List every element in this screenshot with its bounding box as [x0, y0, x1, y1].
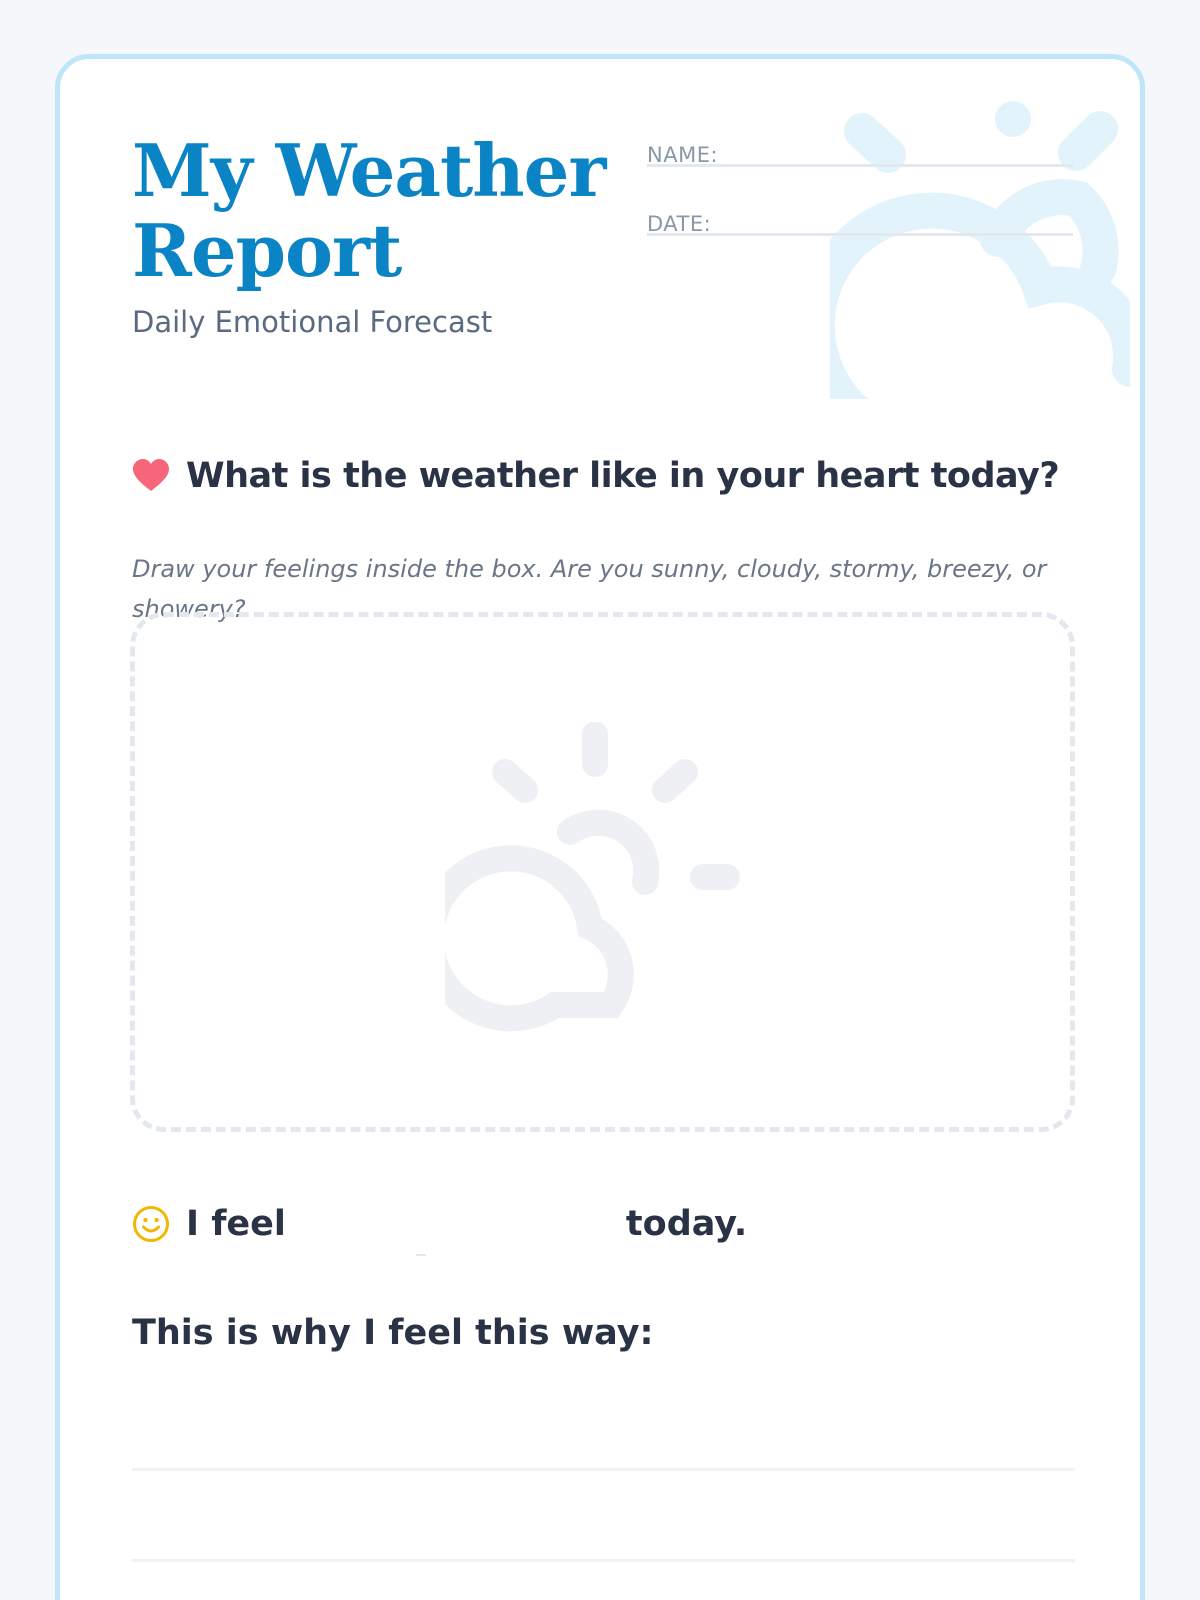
title-line-1: My Weather	[132, 128, 606, 213]
page-title	[132, 128, 606, 293]
title-line-2: Report	[132, 208, 402, 293]
name-label: NAME:	[647, 143, 719, 167]
feeling-blank[interactable]	[286, 1204, 626, 1244]
heart-icon	[132, 459, 170, 493]
writing-line[interactable]	[132, 1559, 1075, 1562]
worksheet-card	[55, 54, 1145, 1600]
question-row	[132, 451, 1059, 501]
why-heading: This is why I feel this way:	[132, 1313, 654, 1353]
page-subtitle: Daily Emotional Forecast	[132, 305, 493, 339]
date-field[interactable]	[647, 200, 1073, 236]
feel-sentence	[132, 1199, 747, 1249]
date-label: DATE:	[647, 212, 712, 236]
writing-line[interactable]	[132, 1468, 1075, 1471]
sun-behind-cloud-icon	[445, 722, 765, 1032]
drawing-area[interactable]	[130, 612, 1075, 1132]
heart-weather-question: What is the weather like in your heart today?	[186, 456, 1060, 496]
drawing-instructions: Draw your feelings inside the box. Are you sunny, cloudy, stormy, breezy, or showery?	[132, 555, 1047, 623]
smile-icon	[132, 1205, 170, 1243]
name-field[interactable]	[647, 131, 1073, 167]
feel-prefix: I feel	[186, 1204, 286, 1244]
feel-suffix: today.	[625, 1204, 748, 1244]
